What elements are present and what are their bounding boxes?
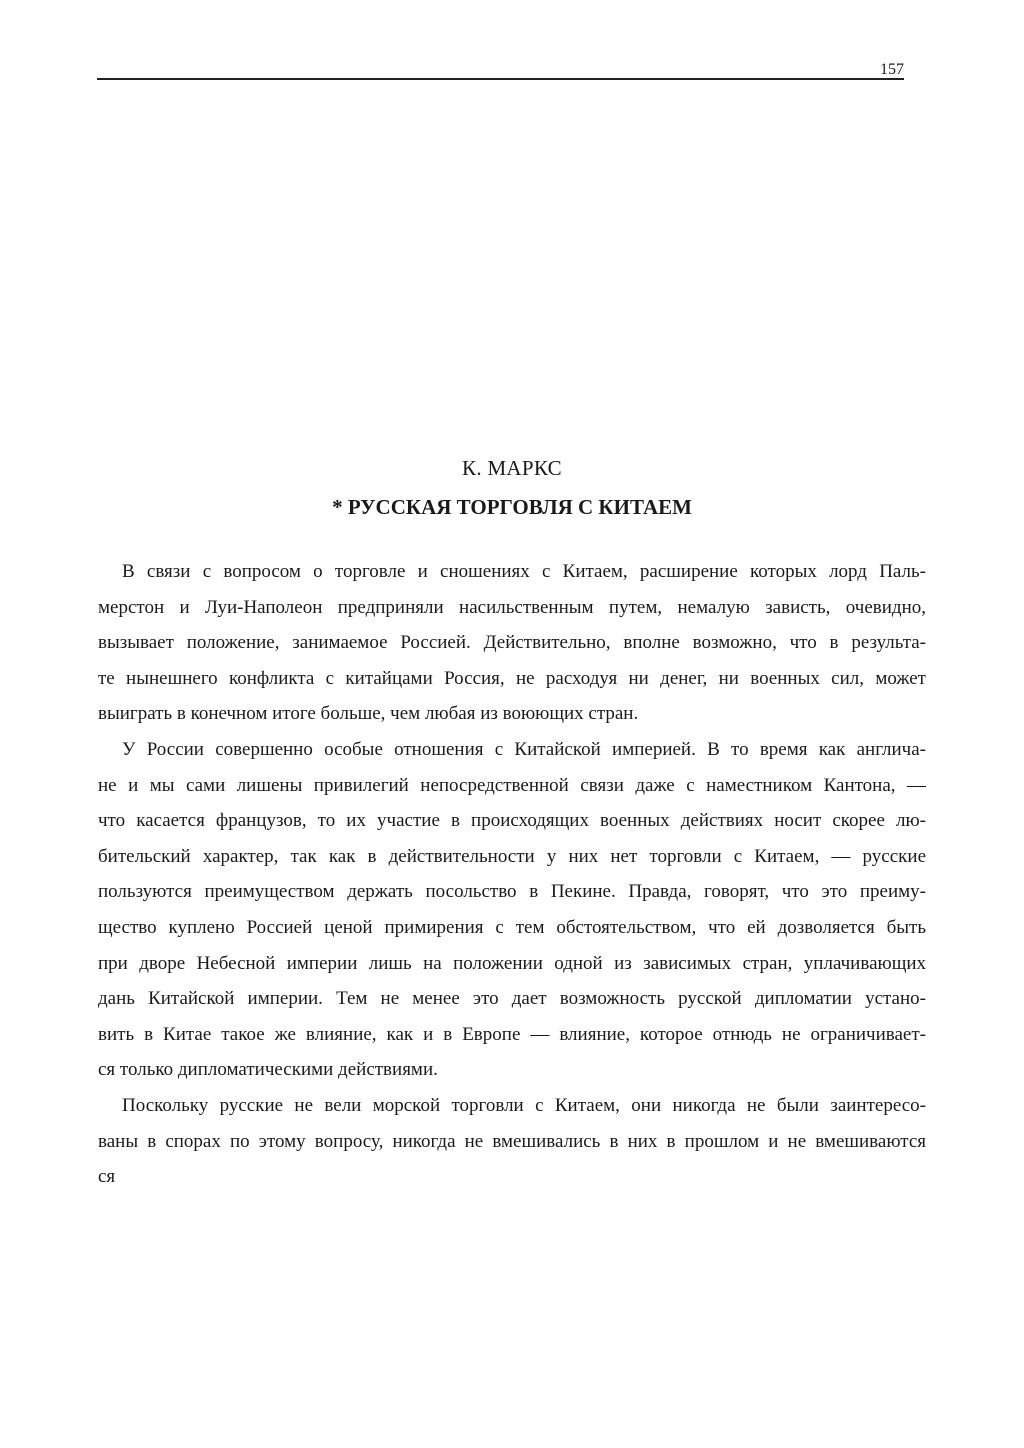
- article-title: * РУССКАЯ ТОРГОВЛЯ С КИТАЕМ: [332, 495, 692, 519]
- text-line: выиграть в конечном итоге больше, чем любая из воюющих стран.: [98, 703, 639, 725]
- text-line: Поскольку русские не вели морской торговли с Китаем, они никогда не были заинтересо-: [122, 1094, 926, 1116]
- text-line: вить в Китае такое же влияние, как и в Европе — влияние, которое отнюдь не ограничивает-: [98, 1023, 926, 1045]
- text-line: бительский характер, так как в действительности у них нет торговли с Китаем, — русские: [98, 845, 926, 867]
- text-line: те нынешнего конфликта с китайцами Россия, не расходуя ни денег, ни военных сил, может: [98, 667, 926, 689]
- text-line: щество куплено Россией ценой примирения с тем обстоятельством, что ей дозволяется быть: [98, 916, 926, 938]
- text-line: при дворе Небесной империи лишь на положении одной из зависимых стран, уплачивающих: [98, 952, 926, 974]
- header-rule: [97, 78, 904, 80]
- text-line: вызывает положение, занимаемое Россией. Действительно, вполне возможно, что в результа-: [98, 632, 926, 654]
- text-line: мерстон и Луи-Наполеон предприняли насильственным путем, немалую зависть, очевидно,: [98, 596, 926, 618]
- text-line: пользуются преимуществом держать посольство в Пекине. Правда, говорят, что это преиму-: [98, 881, 926, 903]
- text-line: дань Китайской империи. Тем не менее это дает возможность русской дипломатии устано-: [98, 988, 926, 1010]
- author-heading: К. МАРКС: [462, 456, 562, 480]
- article-body: [98, 554, 926, 1195]
- text-line: ваны в спорах по этому вопросу, никогда не вмешивались в них в прошлом и не вмешиваются: [98, 1130, 926, 1152]
- text-line: У России совершенно особые отношения с Китайской империей. В то время как англича-: [122, 738, 926, 760]
- text-line: ся только дипломатическими действиями.: [98, 1059, 438, 1081]
- text-line: В связи с вопросом о торговле и сношениях с Китаем, расширение которых лорд Паль-: [122, 561, 926, 582]
- text-line: что касается французов, то их участие в происходящих военных действиях носит скорее лю-: [98, 810, 926, 832]
- text-line: ся: [98, 1166, 116, 1188]
- page-number: 157: [880, 61, 904, 78]
- text-line: не и мы сами лишены привилегий непосредственной связи даже с наместником Кантона, —: [98, 774, 926, 796]
